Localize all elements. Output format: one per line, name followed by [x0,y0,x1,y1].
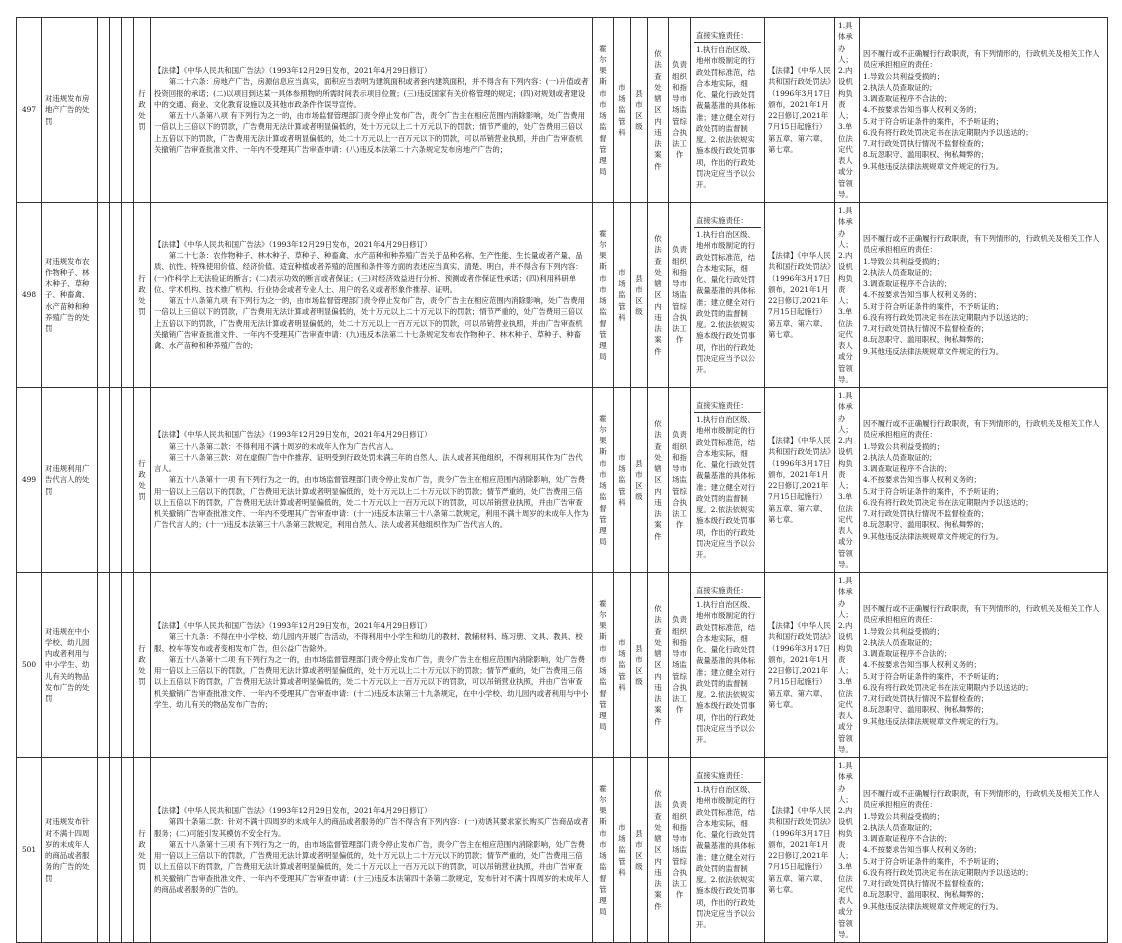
procedure-basis-chapters: 第五章、第六章、第七章。 [768,133,828,154]
accountability-item: 6.没有将行政处罚决定书在法定期限内予以送达的； [863,867,1033,877]
accountability-item: 7.对行政处罚执行情况不监督检查的； [863,694,989,704]
responsible-section: 市场监管科 [614,18,631,203]
legal-basis-penalty: 第五十八条第九项 有下列行为之一的，由市场监督管理部门责令停止发布广告，责令广告主在相应范围内消除影响，处广告费用一倍以上三倍以下的罚款，广告费用无法计算或者明显偏低的，处十万元以上二十万元以下的罚款；情节严重的，处广告费用三倍以上五倍以下的罚款，广告费用无法计算或者明显偏低的，处二十万元以上一百万元以下的罚款，可以吊销营业执照，并由广告审查机关撤销广告审查批准文件、一年内不受理其广告审查申请：(九)违反本法第二十七条规定发布农作物种子、林木种子、草种子、种畜禽、水产苗种和种养殖广告的； [154,296,586,350]
procedure-basis [765,758,835,943]
legal-basis [151,203,593,388]
admin-level: 县市区级 [631,203,648,388]
accountability-item: 3.调查取证程序不合法的； [863,94,952,104]
accountability-item: 9.其他违反法律法规规章文件规定的行为。 [863,161,1004,171]
procedure-basis-chapters: 第五章、第六章、第七章。 [768,318,828,339]
legal-basis-law: 【法律】《中华人民共和国广告法》（1993年12月29日发布，2021年4月29日修订） [154,806,432,815]
table-row [17,388,1108,573]
blank-cell [110,388,122,573]
direct-responsibility-head: 直接实施责任： [694,769,761,783]
item-name: 对违规发布针对不满十四周岁的未成年人的商品或者服务的广告的处罚 [42,758,98,943]
accountability-item: 1.导致公共利益受损的； [863,71,944,81]
accountability-item: 9.其他违反法律法规规章文件规定的行为。 [863,346,1004,356]
direct-responsibility-items: 1.执行自治区级、地州市级制定的行政处罚标准范，结合本地实际，细化、量化行政处罚裁量基准的具体标准；建立健全对行政处罚的监督制度。2.依法依规实施本级行政处罚事项，作出的行政处罚决定应当予以公开。 [696,785,756,929]
responsible-section: 市场监管科 [614,758,631,943]
admin-level: 县市区级 [631,18,648,203]
accountability-item: 2.执法人员查取证的； [863,637,937,647]
accountability-intro: 因不履行或不正确履行行政职责，有下列情形的，行政机关及相关工作人员应承担相应的责任： [863,789,1100,810]
responsible-section: 市场监管科 [614,573,631,758]
responsible-subjects: 1.具体承办人；2.内设机构负责人；3.单位法定代表人或分管领导。 [835,203,860,388]
responsible-subjects: 1.具体承办人；2.内设机构负责人；3.单位法定代表人或分管领导。 [835,573,860,758]
supervision-duty: 负责组织和指导市场监管综合执法工作 [669,388,691,573]
responsible-subjects: 1.具体承办人；2.内设机构负责人；3.单位法定代表人或分管领导。 [835,388,860,573]
item-kind: 行政处罚 [134,203,151,388]
item-kind: 行政处罚 [134,758,151,943]
accountability-item: 7.对行政处罚执行情况不监督检查的； [863,879,989,889]
table-row [17,573,1108,758]
procedure-basis-chapters: 第五章、第六章、第七章。 [768,688,828,709]
item-name: 对违规发布农作物种子、林木种子、草种子、种畜禽、水产苗种和种养殖广告的处罚 [42,203,98,388]
procedure-basis-law: 【法律】《中华人民共和国行政处罚法》（1996年3月17日颁布，2021年1月22日修订,2021年7月15日起施行） [768,436,831,502]
accountability-item: 8.玩忽职守、滥用职权、徇私舞弊的； [863,150,989,160]
responsibility-table [16,17,1108,943]
accountability-item: 3.调查取证程序不合法的； [863,649,952,659]
blank-cell [98,388,110,573]
responsible-subjects: 1.具体承办人；2.内设机构负责人；3.单位法定代表人或分管领导。 [835,758,860,943]
direct-responsibility-head: 直接实施责任： [694,29,761,43]
procedure-basis-law: 【法律】《中华人民共和国行政处罚法》（1996年3月17日颁布，2021年1月22日修订,2021年7月15日起施行） [768,251,831,317]
direct-responsibility [691,203,765,388]
accountability-list [860,388,1108,573]
direct-responsibility [691,573,765,758]
duty-scope: 依法查处辖区内违法案件 [648,758,669,943]
table-row [17,18,1108,203]
accountability-item: 3.调查取证程序不合法的； [863,464,952,474]
blank-cell [110,203,122,388]
accountability-item: 1.导致公共利益受损的； [863,256,944,266]
accountability-item: 9.其他违反法律法规规章文件规定的行为。 [863,716,1004,726]
procedure-basis [765,388,835,573]
row-number: 499 [17,388,42,573]
legal-basis-penalty: 第五十八条第八项 有下列行为之一的，由市场监督管理部门责令停止发布广告，责令广告主在相应范围内消除影响，处广告费用一倍以上三倍以下的罚款，广告费用无法计算或者明显偏低的，处十万元以上二十万元以下的罚款；情节严重的，处广告费用三倍以上五倍以下的罚款，广告费用无法计算或者明显偏低的，处二十万元以上一百万元以下的罚款，可以吊销营业执照，并由广告审查机关撤销广告审查批准文件、一年内不受理其广告审查申请：(八)违反本法第二十六条规定发布房地产广告的； [154,111,586,154]
direct-responsibility [691,758,765,943]
legal-basis [151,18,593,203]
duty-scope: 依法查处辖区内违法案件 [648,388,669,573]
accountability-item: 5.对于符合听证条件的案件，不予听证的； [863,671,1004,681]
legal-basis [151,388,593,573]
blank-cell [98,573,110,758]
admin-level: 县市区级 [631,573,648,758]
legal-basis-penalty: 第五十八条第十二项 有下列行为之一的，由市场监督管理部门责令停止发布广告，责令广告主在相应范围内消除影响，处广告费用一倍以上三倍以下的罚款，广告费用无法计算或者明显偏低的，处十万元以上二十万元以下的罚款；情节严重的，处广告费用三倍以上五倍以下的罚款，广告费用无法计算或者明显偏低的，处二十万元以上一百万元以下的罚款，可以吊销营业执照，并由广告审查机关撤销广告审查批准文件、一年内不受理其广告审查申请：(十二)违反本法第三十九条规定，在中小学校、幼儿园内或者利用与中小学生、幼儿有关的物品发布广告的； [154,654,589,709]
legal-basis-clause: 第四十条第二款：针对不满十四周岁的未成年人的商品或者服务的广告不得含有下列内容：(一)劝诱其要求家长购买广告商品或者服务；(二)可能引发其模仿不安全行为。 [154,817,589,838]
procedure-basis-law: 【法律】《中华人民共和国行政处罚法》（1996年3月17日颁布，2021年1月22日修订,2021年7月15日起施行） [768,66,831,132]
accountability-item: 4.不按要求告知当事人权利义务的； [863,845,981,855]
accountability-item: 2.执法人员查取证的； [863,452,937,462]
implementing-agency: 霍尔果斯市市场监督管理局 [593,388,614,573]
responsible-section: 市场监管科 [614,388,631,573]
accountability-item: 1.导致公共利益受损的； [863,626,944,636]
item-kind: 行政处罚 [134,573,151,758]
supervision-duty: 负责组织和指导市场监管综合执法工作 [669,573,691,758]
accountability-item: 4.不按要求告知当事人权利义务的； [863,105,981,115]
accountability-item: 3.调查取证程序不合法的； [863,834,952,844]
admin-level: 县市区级 [631,388,648,573]
accountability-item: 8.玩忽职守、滥用职权、徇私舞弊的； [863,520,989,530]
item-name: 对违规在中小学校、幼儿园内或者利用与中小学生、幼儿有关的物品发布广告的处罚 [42,573,98,758]
item-name: 对违规利用广告代言人的处罚 [42,388,98,573]
supervision-duty: 负责组织和指导市场监管综合执法工作 [669,18,691,203]
accountability-item: 5.对于符合听证条件的案件，不予听证的； [863,486,1004,496]
responsible-section: 市场监管科 [614,203,631,388]
accountability-intro: 因不履行或不正确履行行政职责，有下列情形的，行政机关及相关工作人员应承担相应的责任： [863,604,1100,625]
accountability-item: 8.玩忽职守、滥用职权、徇私舞弊的； [863,705,989,715]
accountability-item: 5.对于符合听证条件的案件，不予听证的； [863,856,1004,866]
accountability-item: 1.导致公共利益受损的； [863,811,944,821]
accountability-list [860,18,1108,203]
accountability-intro: 因不履行或不正确履行行政职责，有下列情形的，行政机关及相关工作人员应承担相应的责任： [863,419,1100,440]
legal-basis-law: 【法律】《中华人民共和国广告法》（1993年12月29日发布，2021年4月29日修订） [154,430,432,440]
accountability-item: 2.执法人员查取证的； [863,267,937,277]
procedure-basis [765,18,835,203]
duty-scope: 依法查处辖区内违法案件 [648,203,669,388]
procedure-basis-chapters: 第五章、第六章、第七章。 [768,873,828,894]
blank-cell [98,203,110,388]
blank-cell [110,18,122,203]
table-row [17,758,1108,943]
implementing-agency: 霍尔果斯市市场监督管理局 [593,573,614,758]
blank-cell [98,758,110,943]
direct-responsibility-head: 直接实施责任： [694,214,761,228]
row-number: 497 [17,18,42,203]
accountability-item: 5.对于符合听证条件的案件，不予听证的； [863,116,1004,126]
duty-scope: 依法查处辖区内违法案件 [648,18,669,203]
accountability-item: 7.对行政处罚执行情况不监督检查的； [863,324,989,334]
direct-responsibility-items: 1.执行自治区级、地州市级制定的行政处罚标准范，结合本地实际，细化、量化行政处罚裁量基准的具体标准；建立健全对行政处罚的监督制度。2.依法依规实施本级行政处罚事项，作出的行政处罚决定应当予以公开。 [696,230,756,374]
blank-cell [122,388,134,573]
accountability-item: 5.对于符合听证条件的案件，不予听证的； [863,301,1004,311]
legal-basis-clause-extra: 第三十八条第三款：对在虚假广告中作推荐、证明受到行政处罚未满三年的自然人、法人或者其他组织，不得利用其作为广告代言人。 [154,452,583,474]
admin-level: 县市区级 [631,758,648,943]
duty-scope: 依法查处辖区内违法案件 [648,573,669,758]
accountability-item: 9.其他违反法律法规规章文件规定的行为。 [863,901,1004,911]
item-kind: 行政处罚 [134,388,151,573]
implementing-agency: 霍尔果斯市市场监督管理局 [593,18,614,203]
legal-basis-penalty: 第五十八条第十三项 有下列行为之一的，由市场监督管理部门责令停止发布广告，责令广告主在相应范围内消除影响，处广告费用一倍以上三倍以下的罚款，广告费用无法计算或者明显偏低的，处十万元以上二十万元以下的罚款；情节严重的，处广告费用三倍以上五倍以下的罚款，广告费用无法计算或者明显偏低的，处二十万元以上一百万元以下的罚款，可以吊销营业执照，并由广告审查机关撤销广告审查批准文件、一年内不受理其广告审查申请：(十三)违反本法第四十条第二款规定，发布针对不满十四周岁的未成年人的商品或者服务的广告的。 [154,839,589,894]
row-number: 498 [17,203,42,388]
direct-responsibility [691,388,765,573]
legal-basis-clause: 第二十七条：农作物种子、林木种子、草种子、种畜禽、水产苗种和种养殖广告关于品种名称、生产性能、生长量或者产量、品质、抗性、特殊使用价值、经济价值、适宜种植或者养殖的范围和条件等方面的表述应当真实、清楚、明白，并不得含有下列内容：(一)作科学上无法验证的断言；(二)表示功效的断言或者保证；(三)对经济效益进行分析、预测或者作保证性承诺；(四)利用科研单位、学术机构、技术推广机构、行业协会或者专业人士、用户的名义或者形象作推荐、证明。 [154,251,583,294]
legal-basis-law: 【法律】《中华人民共和国广告法》（1993年12月29日发布，2021年4月29日修订） [154,621,432,630]
accountability-item: 6.没有将行政处罚决定书在法定期限内予以送达的； [863,127,1033,137]
accountability-item: 7.对行政处罚执行情况不监督检查的； [863,509,989,519]
direct-responsibility-items: 1.执行自治区级、地州市级制定的行政处罚标准范，结合本地实际，细化、量化行政处罚裁量基准的具体标准；建立健全对行政处罚的监督制度。2.依法依规实施本级行政处罚事项，作出的行政处罚决定应当予以公开。 [696,45,756,189]
direct-responsibility-items: 1.执行自治区级、地州市级制定的行政处罚标准范，结合本地实际，细化、量化行政处罚裁量基准的具体标准；建立健全对行政处罚的监督制度。2.依法依规实施本级行政处罚事项，作出的行政处罚决定应当予以公开。 [696,415,756,559]
blank-cell [122,758,134,943]
procedure-basis [765,573,835,758]
blank-cell [110,758,122,943]
legal-basis-clause: 第二十六条：房地产广告，房源信息应当真实，面积应当表明为建筑面积或者套内建筑面积，并不得含有下列内容：(一)升值或者投资回报的承诺；(二)以项目到达某一具体参照物的所需时间表示项目位置；(三)违反国家有关价格管理的规定；(四)对规划或者建设中的交通、商业、文化教育设施以及其他市政条件作误导宣传。 [154,77,589,109]
procedure-basis-law: 【法律】《中华人民共和国行政处罚法》（1996年3月17日颁布，2021年1月22日修订,2021年7月15日起施行） [768,806,831,872]
blank-cell [122,18,134,203]
procedure-basis-chapters: 第五章、第六章、第七章。 [768,503,828,524]
responsible-subjects: 1.具体承办人；2.内设机构负责人；3.单位法定代表人或分管领导。 [835,18,860,203]
procedure-basis-law: 【法律】《中华人民共和国行政处罚法》（1996年3月17日颁布，2021年1月22日修订,2021年7月15日起施行） [768,621,831,687]
accountability-item: 4.不按要求告知当事人权利义务的； [863,660,981,670]
accountability-item: 3.调查取证程序不合法的； [863,279,952,289]
table-row [17,203,1108,388]
accountability-item: 8.玩忽职守、滥用职权、徇私舞弊的； [863,890,989,900]
accountability-list [860,203,1108,388]
accountability-intro: 因不履行或不正确履行行政职责，有下列情形的，行政机关及相关工作人员应承担相应的责任： [863,234,1100,255]
row-number: 501 [17,758,42,943]
accountability-item: 2.执法人员查取证的； [863,82,937,92]
accountability-item: 6.没有将行政处罚决定书在法定期限内予以送达的； [863,682,1033,692]
accountability-item: 6.没有将行政处罚决定书在法定期限内予以送达的； [863,312,1033,322]
legal-basis-clause: 第三十九条：不得在中小学校、幼儿园内开展广告活动，不得利用中小学生和幼儿的教材、教辅材料、练习册、文具、教具、校服、校车等发布或者变相发布广告，但公益广告除外。 [154,632,583,653]
direct-responsibility-items: 1.执行自治区级、地州市级制定的行政处罚标准范，结合本地实际，细化、量化行政处罚裁量基准的具体标准；建立健全对行政处罚的监督制度。2.依法依规实施本级行政处罚事项，作出的行政处罚决定应当予以公开。 [696,600,756,744]
blank-cell [122,573,134,758]
legal-basis [151,758,593,943]
implementing-agency: 霍尔果斯市市场监督管理局 [593,758,614,943]
accountability-item: 8.玩忽职守、滥用职权、徇私舞弊的； [863,335,989,345]
blank-cell [98,18,110,203]
direct-responsibility-head: 直接实施责任： [694,584,761,598]
accountability-item: 6.没有将行政处罚决定书在法定期限内予以送达的； [863,497,1033,507]
procedure-basis [765,203,835,388]
accountability-item: 2.执法人员查取证的； [863,822,937,832]
accountability-intro: 因不履行或不正确履行行政职责，有下列情形的，行政机关及相关工作人员应承担相应的责任： [863,49,1100,70]
legal-basis-law: 【法律】《中华人民共和国广告法》（1993年12月29日发布，2021年4月29日修订） [154,239,432,249]
accountability-item: 1.导致公共利益受损的； [863,441,944,451]
supervision-duty: 负责组织和指导市场监管综合执法工作 [669,203,691,388]
row-number: 500 [17,573,42,758]
supervision-duty: 负责组织和指导市场监管综合执法工作 [669,758,691,943]
implementing-agency: 霍尔果斯市市场监督管理局 [593,203,614,388]
legal-basis-clause: 第三十八条第二款：不得利用不满十周岁的未成年人作为广告代言人。 [168,441,398,451]
accountability-list [860,573,1108,758]
item-name: 对违规发布房地产广告的处罚 [42,18,98,203]
accountability-item: 4.不按要求告知当事人权利义务的； [863,475,981,485]
accountability-item: 7.对行政处罚执行情况不监督检查的； [863,139,989,149]
legal-basis [151,573,593,758]
accountability-item: 9.其他违反法律法规规章文件规定的行为。 [863,531,1004,541]
accountability-item: 4.不按要求告知当事人权利义务的； [863,290,981,300]
blank-cell [122,203,134,388]
legal-basis-law: 【法律】《中华人民共和国广告法》（1993年12月29日发布，2021年4月29日修订） [154,66,432,75]
legal-basis-penalty: 第五十八条第十一项 有下列行为之一的，由市场监督管理部门责令停止发布广告，责令广告主在相应范围内消除影响，处广告费用一倍以上三倍以下的罚款，广告费用无法计算或者明显偏低的，处十万元以上二十万元以下的罚款；情节严重的，处广告费用三倍以上五倍以下的罚款，广告费用无法计算或者明显偏低的，处二十万元以上一百万元以下的罚款，可以吊销营业执照，并由广告审查机关撤销广告审查批准文件、一年内不受理其广告审查申请：(十一)违反本法第三十八条第二款规定，利用不满十周岁的未成年人作为广告代言人的；(十一)违反本法第三十八条第三款规定，利用自然人、法人或者其他组织作为广告代言人的。 [154,475,589,530]
direct-responsibility [691,18,765,203]
direct-responsibility-head: 直接实施责任： [694,399,761,413]
blank-cell [110,573,122,758]
item-kind: 行政处罚 [134,18,151,203]
accountability-list [860,758,1108,943]
